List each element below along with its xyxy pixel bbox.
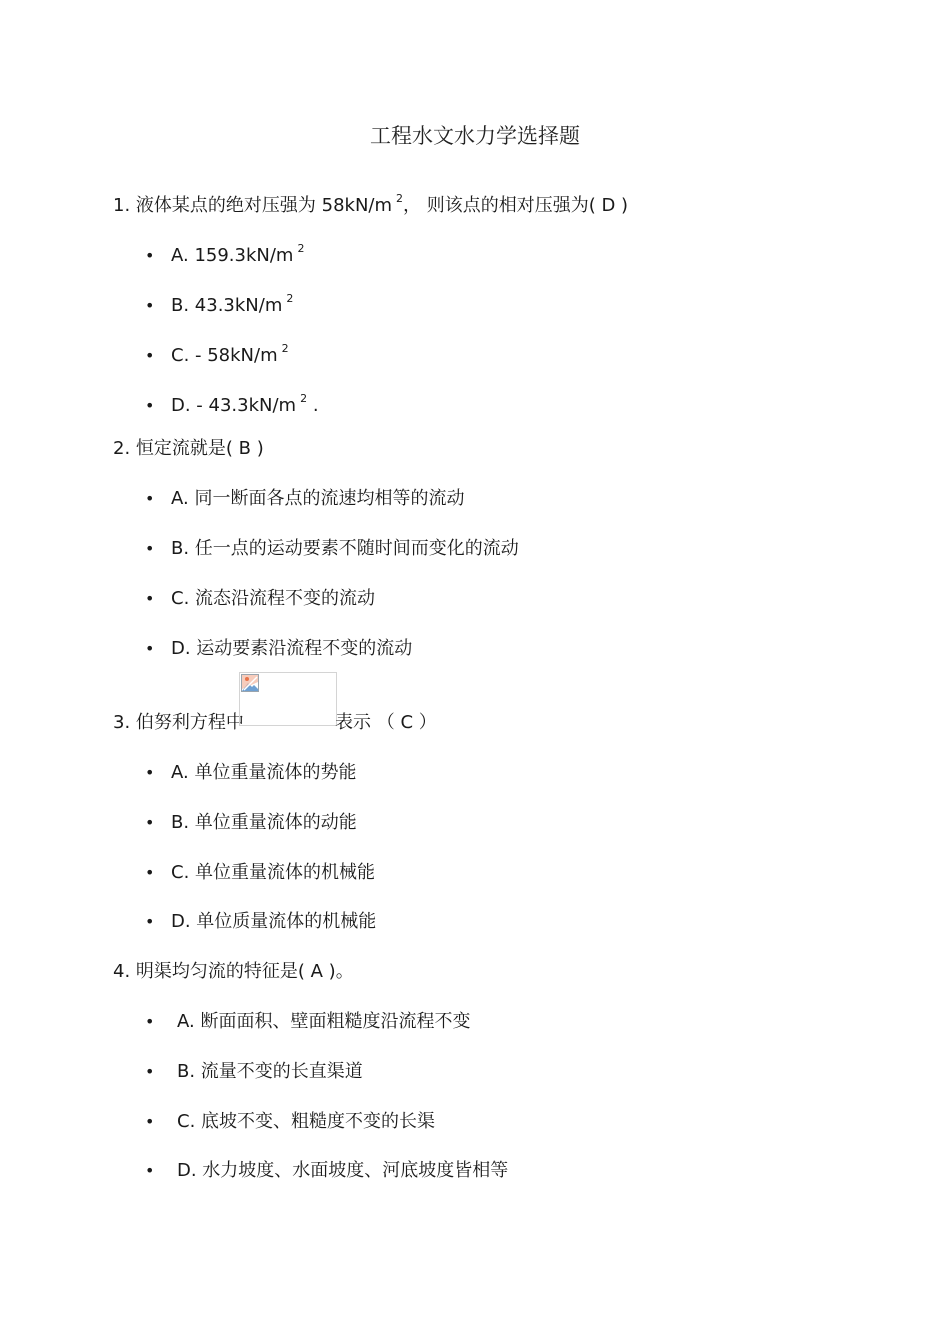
option-1d [145, 387, 319, 418]
superscript: 2 [297, 242, 305, 255]
option-text: D. 单位质量流体的机械能 [171, 911, 377, 932]
option-text: D. 运动要素沿流程不变的流动 [171, 638, 413, 659]
option-text: A. 断面面积、壁面粗糙度沿流程不变 [177, 1011, 471, 1032]
option-1c [145, 337, 289, 368]
question-3-stem-start: 3. 伯努利方程中 [113, 712, 244, 733]
superscript: 2 [281, 342, 289, 355]
option-1b [145, 287, 293, 318]
page-title: 工程水文水力学选择题 [370, 124, 580, 148]
bullet: • [145, 589, 155, 608]
option-text: D. 水力坡度、水面坡度、河底坡度皆相等 [177, 1160, 509, 1181]
question-4: 4. 明渠均匀流的特征是( A )。 [113, 961, 354, 982]
option-4c [145, 1110, 435, 1134]
option-text: D. - 43.3kN/m [171, 395, 297, 416]
option-2b [145, 537, 519, 561]
option-3a [145, 761, 356, 785]
bullet: • [145, 813, 155, 832]
option-text: C. - 58kN/m [171, 345, 278, 366]
option-text: C. 流态沿流程不变的流动 [171, 588, 376, 609]
question-stem-end: ， 则该点的相对压强为( D ) [403, 195, 629, 216]
question-1 [113, 187, 628, 218]
bullet: • [145, 246, 155, 265]
superscript: 2 [396, 192, 404, 205]
option-text: B. 任一点的运动要素不随时间而变化的流动 [171, 538, 519, 559]
option-1a [145, 237, 304, 268]
bullet: • [145, 763, 155, 782]
option-2a [145, 487, 464, 511]
bullet: • [145, 1062, 155, 1081]
option-text: B. 单位重量流体的动能 [171, 812, 357, 833]
superscript: 2 [286, 292, 294, 305]
question-3-stem-end: 表示 （ C ） [335, 712, 437, 733]
option-text: C. 单位重量流体的机械能 [171, 862, 376, 883]
bullet: • [145, 1161, 155, 1180]
bullet: • [145, 912, 155, 931]
option-text: B. 43.3kN/m [171, 295, 283, 316]
option-text-end: . [307, 395, 319, 416]
broken-image-placeholder [239, 672, 337, 726]
option-text: A. 159.3kN/m [171, 245, 294, 266]
option-text: A. 同一断面各点的流速均相等的流动 [171, 488, 465, 509]
option-text: B. 流量不变的长直渠道 [177, 1061, 363, 1082]
option-3c [145, 861, 375, 885]
broken-image-icon [241, 674, 259, 692]
option-2d [145, 637, 412, 661]
bullet: • [145, 489, 155, 508]
option-3b [145, 811, 357, 835]
option-2c [145, 587, 375, 611]
bullet: • [145, 1012, 155, 1031]
question-2: 2. 恒定流就是( B ) [113, 438, 264, 459]
option-4d [145, 1159, 508, 1183]
bullet: • [145, 639, 155, 658]
option-text: C. 底坡不变、粗糙度不变的长渠 [177, 1111, 436, 1132]
bullet: • [145, 539, 155, 558]
bullet: • [145, 396, 155, 415]
bullet: • [145, 296, 155, 315]
question-stem: 1. 液体某点的绝对压强为 58kN/m [113, 195, 393, 216]
option-4b [145, 1060, 363, 1084]
option-3d [145, 910, 376, 934]
bullet: • [145, 346, 155, 365]
option-text: A. 单位重量流体的势能 [171, 762, 357, 783]
option-4a [145, 1010, 470, 1034]
superscript: 2 [300, 392, 308, 405]
bullet: • [145, 1112, 155, 1131]
bullet: • [145, 863, 155, 882]
